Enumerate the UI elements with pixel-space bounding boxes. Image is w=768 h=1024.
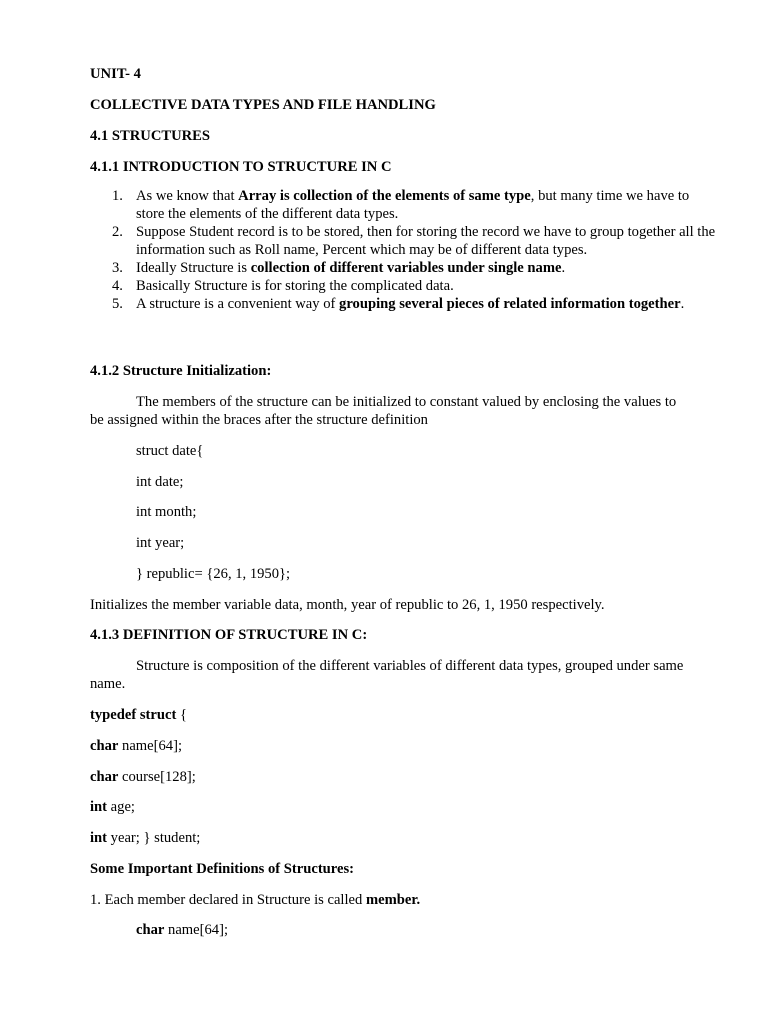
list-item-text-end: . bbox=[680, 296, 685, 312]
init-note: Initializes the member variable data, month, year of republic to 26, 1, 1950 respectively. bbox=[90, 597, 605, 613]
intro-list bbox=[90, 187, 716, 313]
list-item-text: Suppose Student record is to be stored, then for storing the record we have to group together all the information such as Roll name, Percent which may be of different data types. bbox=[136, 224, 716, 258]
code-line: int date; bbox=[136, 474, 184, 490]
list-item-emphasis: collection of different variables under single name bbox=[250, 260, 562, 276]
code-text: year; } student; bbox=[107, 830, 201, 846]
definition-1-term: member. bbox=[365, 892, 421, 908]
list-item-text: As we know that bbox=[136, 188, 239, 204]
init-paragraph bbox=[90, 393, 690, 429]
list-item-number: 2. bbox=[112, 224, 123, 240]
list-item-emphasis: grouping several pieces of related information together bbox=[339, 296, 681, 312]
section-4-1-1-heading: 4.1.1 INTRODUCTION TO STRUCTURE IN C bbox=[90, 159, 392, 175]
code-keyword: int bbox=[90, 830, 108, 846]
section-4-1-2-heading: 4.1.2 Structure Initialization: bbox=[90, 363, 272, 379]
code-keyword: int bbox=[90, 799, 108, 815]
list-item-number: 1. bbox=[112, 188, 123, 204]
list-item bbox=[112, 223, 716, 259]
typedef-line bbox=[90, 798, 135, 816]
list-item-text-end: , but many time we have to store the elements of the different data types. bbox=[136, 188, 690, 222]
code-text: age; bbox=[107, 799, 135, 815]
typedef-line bbox=[90, 706, 187, 724]
section-4-1-heading: 4.1 STRUCTURES bbox=[90, 128, 211, 144]
list-item-text: Basically Structure is for storing the complicated data. bbox=[136, 278, 454, 294]
code-text: { bbox=[176, 707, 187, 723]
init-paragraph-text: The members of the structure can be initialized to constant valued by enclosing the values to be assigned within the braces after the structure definition bbox=[90, 394, 677, 428]
code-keyword: typedef struct bbox=[90, 707, 177, 723]
typedef-line bbox=[90, 829, 200, 847]
definition-paragraph bbox=[90, 657, 690, 693]
code-text: name[64]; bbox=[164, 922, 228, 938]
code-line: } republic= {26, 1, 1950}; bbox=[136, 566, 291, 582]
list-item-number: 3. bbox=[112, 260, 123, 276]
member-example bbox=[136, 921, 228, 939]
code-text: course[128]; bbox=[118, 769, 196, 785]
list-item-text-end: . bbox=[561, 260, 566, 276]
section-4-1-3-heading: 4.1.3 DEFINITION OF STRUCTURE IN C: bbox=[90, 627, 368, 643]
list-item-emphasis: Array is collection of the elements of same type bbox=[238, 188, 531, 204]
typedef-line bbox=[90, 768, 196, 786]
list-item-number: 5. bbox=[112, 296, 123, 312]
list-item bbox=[112, 259, 716, 277]
list-item-text: A structure is a convenient way of bbox=[136, 296, 340, 312]
definition-1-text: 1. Each member declared in Structure is called bbox=[90, 892, 366, 908]
typedef-line bbox=[90, 737, 182, 755]
code-line: int year; bbox=[136, 535, 185, 551]
chapter-title: COLLECTIVE DATA TYPES AND FILE HANDLING bbox=[90, 97, 436, 113]
code-keyword: char bbox=[90, 769, 119, 785]
unit-heading: UNIT- 4 bbox=[90, 66, 141, 82]
list-item bbox=[112, 187, 716, 223]
definition-1 bbox=[90, 891, 420, 909]
list-item-number: 4. bbox=[112, 278, 123, 294]
list-item-text: Ideally Structure is bbox=[136, 260, 251, 276]
code-keyword: char bbox=[90, 738, 119, 754]
definitions-heading: Some Important Definitions of Structures: bbox=[90, 861, 355, 877]
code-text: name[64]; bbox=[118, 738, 182, 754]
list-item bbox=[112, 277, 716, 295]
definition-paragraph-text: Structure is composition of the different variables of different data types, grouped under same name. bbox=[90, 658, 684, 692]
code-keyword: char bbox=[136, 922, 165, 938]
code-line: struct date{ bbox=[136, 443, 204, 459]
code-line: int month; bbox=[136, 504, 197, 520]
list-item bbox=[112, 295, 716, 313]
